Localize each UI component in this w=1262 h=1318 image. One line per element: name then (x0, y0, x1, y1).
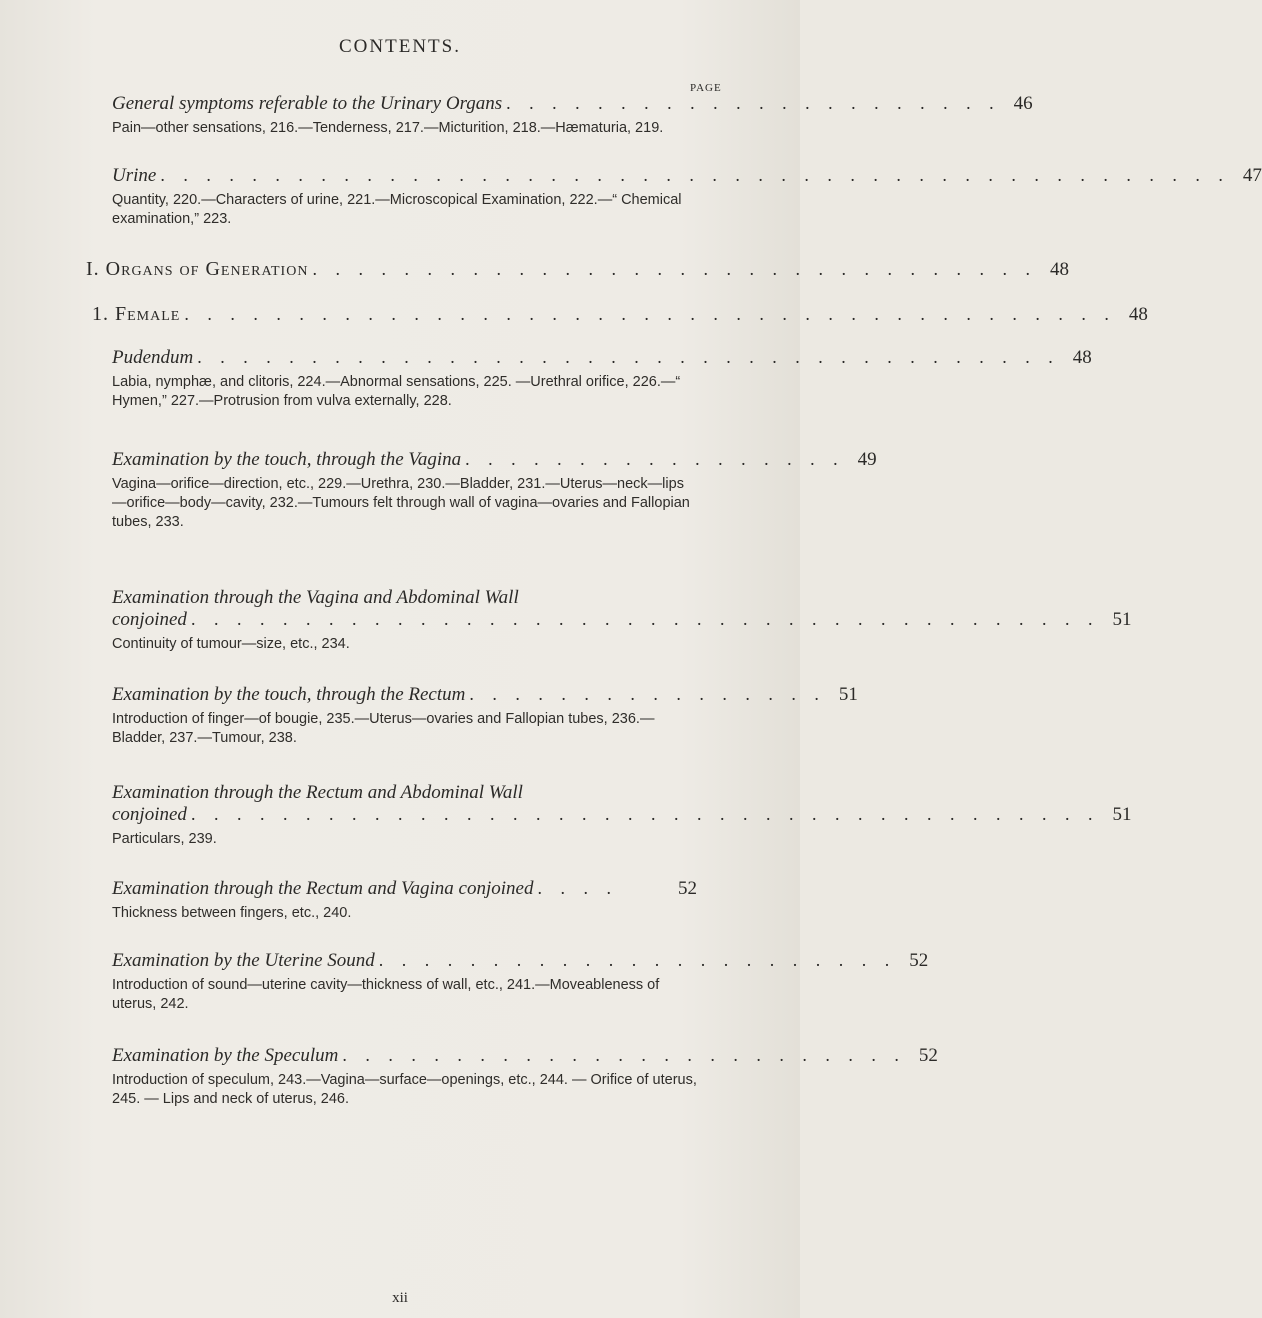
entry-title: 1. Female (92, 303, 181, 325)
entry-page: 52 (918, 1045, 938, 1066)
leader-dots: . . . . . . . . . . . . . . . . . . . . . . . . . (342, 1045, 906, 1065)
entry-title: General symptoms referable to the Urinary Organs (112, 93, 503, 114)
entry-page: 48 (1049, 259, 1069, 280)
entry-title: Pudendum (112, 347, 194, 368)
entry-page: 52 (909, 950, 929, 971)
entry-title-line1: Examination through the Vagina and Abdominal Wall (112, 587, 519, 608)
entry-page: 46 (1013, 93, 1033, 114)
entry-title: Examination by the touch, through the Rectum (112, 684, 466, 705)
leader-dots: . . . . . . . . . . . . . . . . . . . . . . . . . . . . . . . . . . . . . . (197, 347, 1060, 367)
entry-title-line1: Examination through the Rectum and Abdominal Wall (112, 782, 523, 803)
leader-dots: . . . . . . . . . . . . . . . . . . . . . . (506, 93, 1001, 113)
entry-description: Labia, nymphæ, and clitoris, 224.—Abnormal sensations, 225. —Urethral orifice, 226.—“ Hymen,” 227.—Protrusion from vulva externally, 228. (112, 374, 681, 409)
entry-title-line2: conjoined (112, 804, 187, 825)
leader-dots: . . . . . . . . . . . . . . . . . . . . . . . . . . . . . . . . . . . . . . . . . (184, 304, 1116, 324)
entry-description: Introduction of finger—of bougie, 235.—Uterus—ovaries and Fallopian tubes, 236.—Bladder, 237.—Tumour, 238. (112, 711, 655, 746)
entry-description: Continuity of tumour—size, etc., 234. (112, 636, 350, 652)
toc-entry-rectum-abdominal (112, 782, 1132, 849)
entry-title: Examination by the Speculum (112, 1045, 339, 1066)
entry-page: 47 (1242, 165, 1262, 186)
entry-description: Particulars, 239. (112, 831, 217, 847)
entry-title: Examination by the Uterine Sound (112, 950, 375, 971)
toc-entry-rectum-touch (112, 684, 858, 748)
toc-entry-uterine-sound (112, 950, 929, 1014)
toc-entry-vagina-touch (112, 449, 877, 532)
entry-description: Introduction of sound—uterine cavity—thickness of wall, etc., 241.—Moveableness of uterus, 242. (112, 977, 660, 1012)
toc-entry-speculum (112, 1045, 938, 1109)
entry-page: 49 (857, 449, 877, 470)
toc-entry-rectum-vagina (112, 878, 697, 923)
entry-description: Thickness between fingers, etc., 240. (112, 905, 352, 921)
entry-page: 51 (1112, 609, 1132, 630)
toc-entry-pudendum (112, 347, 1092, 411)
running-header: CONTENTS. (339, 36, 461, 57)
leader-dots: . . . . . . . . . . . . . . . . . . . . . . . . . . . . . . . . . . . . . . . . (190, 609, 1100, 629)
entry-description: Pain—other sensations, 216.—Tenderness, 217.—Micturition, 218.—Hæmaturia, 219. (112, 120, 664, 136)
toc-entry-organs-of-generation (86, 258, 1069, 281)
entry-page: 48 (1072, 347, 1092, 368)
leader-dots: . . . . . . . . . . . . . . . . . . . . . . . . . . . . . . . . . . . . . . . . . . . . . . . (160, 165, 1230, 185)
page-column-label: PAGE (690, 82, 722, 94)
entry-description: Vagina—orifice—direction, etc., 229.—Urethra, 230.—Bladder, 231.—Uterus—neck—lips—orifice—body—cavity, 232.—Tumours felt through wall of vagina—ovaries and Fallopian tubes, 233. (112, 476, 690, 530)
leader-dots: . . . . . . . . . . . . . . . . (469, 684, 826, 704)
entry-title: Examination through the Rectum and Vagina conjoined (112, 878, 534, 899)
leader-dots: . . . . . . . . . . . . . . . . . . . . . . . . . . . . . . . . (312, 259, 1037, 279)
entry-page: 48 (1128, 304, 1148, 325)
entry-title-line2: conjoined (112, 609, 187, 630)
entry-page: 51 (1112, 804, 1132, 825)
leader-dots: . . . . . . . . . . . . . . . . . (465, 449, 845, 469)
toc-entry-vagina-abdominal (112, 587, 1132, 654)
entry-description: Quantity, 220.—Characters of urine, 221.—Microscopical Examination, 222.—“ Chemical examination,” 223. (112, 192, 682, 227)
entry-page: 52 (678, 878, 697, 899)
folio-page-number: xii (392, 1290, 408, 1306)
toc-entry-urinary-symptoms (112, 93, 1033, 138)
entry-page: 51 (838, 684, 858, 705)
entry-description: Introduction of speculum, 243.—Vagina—surface—openings, etc., 244. — Orifice of uterus, 245. — Lips and neck of uterus, 246. (112, 1072, 697, 1107)
leader-dots: . . . . . . . . . . . . . . . . . . . . . . . . . . . . . . . . . . . . . . . . (190, 804, 1100, 824)
entry-title: Urine (112, 165, 157, 186)
toc-entry-female (92, 303, 1148, 326)
entry-title: I. Organs of Generation (86, 258, 309, 280)
toc-entry-urine (112, 165, 1262, 229)
leader-dots: . . . . . . . . . . . . . . . . . . . . . . . (378, 950, 897, 970)
leader-dots: . . . . (537, 878, 618, 898)
entry-title: Examination by the touch, through the Vagina (112, 449, 462, 470)
